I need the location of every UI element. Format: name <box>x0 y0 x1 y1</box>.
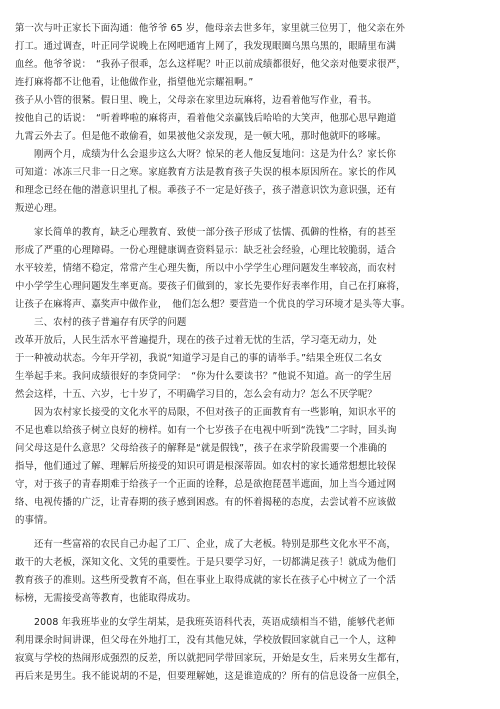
text-line: 2008 年我班毕业的女学生胡某，是我班英语科代表，英语成绩相当不错，能够代老师 <box>15 617 396 628</box>
section-heading: 三、农村的孩子普遍存有厌学的问题 <box>15 317 187 328</box>
text-line: 叛逆心理。 <box>15 203 63 214</box>
text-line: 因为农村家长接受的文化水平的局限，不但对孩子的正面教育有一些影响，知识水平的 <box>15 407 397 418</box>
text-line: 连打麻将都不让他看，让他做作业，指望他光宗耀祖啊。” <box>15 77 254 88</box>
text-line: 和理念已经在他的潜意识里扎了根。乖孩子不一定是好孩子，孩子潜意识饮为意识强，还有 <box>15 185 397 196</box>
text-line: 刚两个月，成绩为什么会退步这么大呀？惊呆的老人他反复地问：这是为什么？家长你 <box>15 149 397 160</box>
text-line: 不足也难以给孩子树立良好的榜样。如有一个七岁孩子在电视中听到“洗钱”二字时，回头询 <box>15 425 397 436</box>
text-line: 络、电视传播的广泛，让青春期的孩子感到困惑。有的怀着揭秘的态度，去尝试着不应该做 <box>15 497 397 508</box>
text-line: 孩子从小管的很紧。假日里、晚上，父母亲在家里边玩麻将，边看着他写作业，看书。 <box>15 95 377 106</box>
text-line: 问父母这是什么意思？父母给孩子的解释是“就是假钱”，孩子在求学阶段需要一个准确的 <box>15 443 387 454</box>
text-line: 形成了严重的心理障碍。一份心理健康调查资料显示：缺乏社会经验，心理比较脆弱，适合 <box>15 245 397 256</box>
text-line: 第一次与叶正家长下面沟通：他爷爷 65 岁，他母亲去世多年，家里就三位男丁，他父亲在外 <box>15 23 405 34</box>
text-line: 利用课余时间讲课，但父母在外地打工，没有其他兄妹，学校放假回家就自己一个人，这种 <box>15 635 397 646</box>
text-line: 水平较差，情绪不稳定，常常产生心理失衡，所以中小学学生心理问题发生率较高，而农村 <box>15 263 397 274</box>
text-line: 九霄云外去了。但是他不敢偷看，如果被他父亲发现，是一顿大吼，那时他就吓的哆嗦。 <box>15 131 387 142</box>
text-line: 守，对于孩子的青春期难于给孩子一个正面的诠释，总是欲抱琵琶半遮面，加上当今通过网 <box>15 479 397 490</box>
text-line: 指导，他们通过了解、理解后所接受的知识可谓是根深蒂固。如农村的家长通常想想比较保 <box>15 461 397 472</box>
text-line: 然会这样，十五、六岁，七十岁了，不明确学习目的，怎么会有动力？怎么不厌学呢？ <box>15 389 377 400</box>
text-line: 标榜，无需接受高等教育，也能取得成功。 <box>15 593 196 604</box>
text-line: 按他自己的话说： “听着哗啦的麻将声，看着他父亲赢钱后哈哈的大笑声，他那心思早跑道 <box>15 113 397 124</box>
text-line: 的事情。 <box>15 515 54 526</box>
text-line: 敢干的大老板，深知文化、文凭的重要性。于是只要学习好，一切都满足孩子！就成为他们 <box>15 557 397 568</box>
text-line: 教育孩子的准则。这些所受教育不高，但在事业上取得成就的家长在孩子心中树立了一个活 <box>15 575 397 586</box>
text-line: 还有一些富裕的农民自己办起了工厂、企业，成了大老板。特别是那些文化水平不高， <box>15 539 397 550</box>
text-line: 于一种被动状态。今年开学初，我说“知道学习是自己的事的请举手。”结果全班仅二名女 <box>15 353 383 364</box>
text-line: 寂寞与学校的热闹形成强烈的反差，所以就把同学带回家玩，开始是女生，后来男女生都有， <box>15 653 406 664</box>
text-line: 家长简单的教育，缺乏心理教育、致使一部分孩子形成了怯懦、孤僻的性格，有的甚至 <box>15 227 397 238</box>
text-line: 中小学学生心理问题发生率更高。要孩子们做到的，家长先要作好表率作用，自己在打麻将， <box>15 281 406 292</box>
text-line: 生举起手来。我问成绩很好的李贷同学： “你为什么要读书？”他说不知道。高一的学生居 <box>15 371 392 382</box>
text-line: 再后来是男生。我不能说胡的不是，但要理解她，这是谁造成的？所有的信息设备一应俱全， <box>15 671 406 682</box>
text-line: 血丝。他爷爷说： “我孙子很乖，怎么这样呢？叶正以前成绩都很好，他父亲对他要求很严， <box>15 59 406 70</box>
text-line: 改革开放后，人民生活水平普遍提升，现在的孩子过着无忧的生活，学习毫无动力，处 <box>15 335 377 346</box>
text-line: 可知道：冰冻三尺非一日之寒。家庭教育方法是教育孩子失误的根本原因所在。家长的作风 <box>15 167 397 178</box>
text-line: 打工。通过调查，叶正同学说晚上在网吧通宵上网了，我发现眼圈乌黑乌黑的，眼睛里布满 <box>15 41 397 52</box>
text-line: 让孩子在麻将声、嘉奖声中做作业， 他们怎么想？要营造一个优良的学习环境才是头等大事。 <box>15 299 411 310</box>
